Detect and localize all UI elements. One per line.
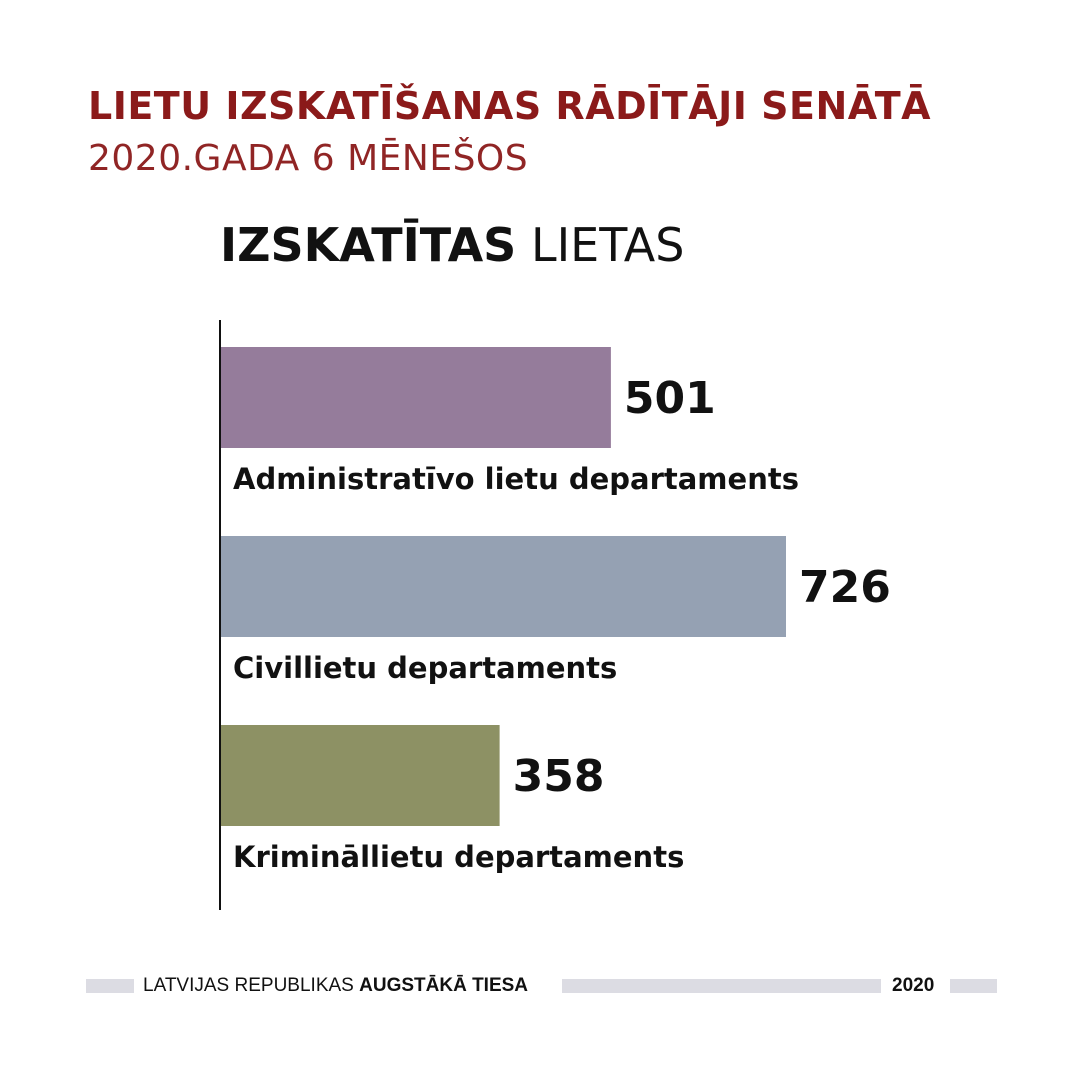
footer-org-prefix: LATVIJAS REPUBLIKAS — [143, 975, 354, 996]
footer-organization — [143, 974, 528, 998]
footer-divider-right — [950, 979, 997, 993]
footer-year: 2020 — [892, 975, 935, 996]
page-subtitle: 2020.GADA 6 MĒNEŠOS — [88, 138, 529, 179]
bar-value-label-3: 358 — [512, 751, 605, 802]
bar-3 — [221, 725, 500, 826]
bar-2 — [221, 536, 786, 637]
chart-heading-light: LIETAS — [530, 218, 685, 272]
chart-heading-bold: IZSKATĪTAS — [220, 218, 517, 272]
bar-category-label-1: Administratīvo lietu departaments — [233, 462, 799, 496]
footer-org-name: AUGSTĀKĀ TIESA — [359, 975, 529, 996]
bar-category-label-2: Civillietu departaments — [233, 651, 618, 685]
bar-value-label-2: 726 — [799, 562, 891, 613]
footer-divider-left — [86, 979, 134, 993]
bar-value-label-1: 501 — [623, 373, 716, 424]
bar-1 — [221, 347, 611, 448]
bar-category-label-3: Krimināllietu departaments — [233, 840, 685, 874]
footer-divider-middle — [562, 979, 881, 993]
page-title: LIETU IZSKATĪŠANAS RĀDĪTĀJI SENĀTĀ — [88, 84, 932, 128]
